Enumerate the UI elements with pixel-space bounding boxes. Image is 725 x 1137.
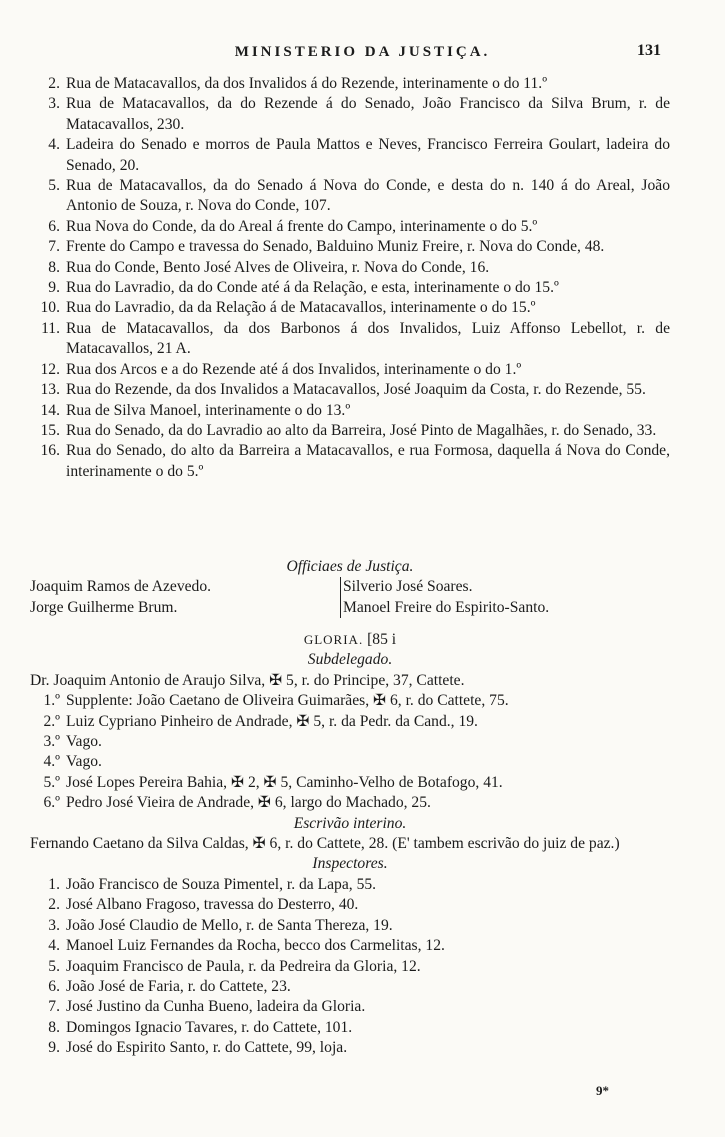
item-number: 6. bbox=[48, 217, 60, 235]
item-text: Rua dos Arcos e a do Rezende até á dos Invalidos, interinamente o do 1.º bbox=[66, 360, 522, 378]
item-number: 7. bbox=[48, 998, 60, 1016]
list-item bbox=[30, 237, 670, 257]
official-name: Silverio José Soares. bbox=[343, 578, 473, 596]
item-text: Rua do Rezende, da dos Invalidos a Matacavallos, José Joaquim da Costa, r. do Rezende, 55. bbox=[66, 381, 646, 399]
item-number: 10. bbox=[40, 299, 60, 317]
item-number: 3. bbox=[48, 95, 60, 113]
officiaes-columns bbox=[30, 577, 670, 618]
item-text: Rua do Senado, do alto da Barreira a Matacavallos, e rua Formosa, daquella á Nova do Conde, interinamente o do 5.º bbox=[66, 442, 670, 480]
item-text: Rua de Matacavallos, da do Rezende á do Senado, João Francisco da Silva Brum, r. de Matacavallos, 230. bbox=[66, 95, 670, 133]
officiaes-right bbox=[340, 577, 670, 618]
item-number: 9. bbox=[48, 1039, 60, 1057]
inspector-item bbox=[30, 875, 670, 895]
street-list bbox=[30, 74, 670, 482]
item-number: 13. bbox=[40, 381, 60, 399]
list-item bbox=[30, 421, 670, 441]
list-item bbox=[30, 360, 670, 380]
subdelegado-heading: Subdelegado. bbox=[307, 651, 393, 669]
item-text: Vago. bbox=[66, 753, 102, 771]
item-number: 8. bbox=[48, 1018, 60, 1036]
item-text: José Lopes Pereira Bahia, ✠ 2, ✠ 5, Caminho-Velho de Botafogo, 41. bbox=[66, 773, 503, 791]
page-number: 131 bbox=[637, 42, 661, 59]
inspector-item bbox=[30, 895, 670, 915]
list-item bbox=[30, 298, 670, 318]
item-text: Vago. bbox=[66, 733, 102, 751]
inspectores-heading: Inspectores. bbox=[312, 855, 388, 873]
item-text: José Justino da Cunha Bueno, ladeira da Gloria. bbox=[66, 998, 366, 1016]
supplente-item bbox=[30, 773, 670, 793]
item-number: 4. bbox=[48, 937, 60, 955]
item-number: 4. bbox=[48, 136, 60, 154]
list-item bbox=[30, 135, 670, 176]
list-item bbox=[30, 441, 670, 482]
item-text: João Francisco de Souza Pimentel, r. da Lapa, 55. bbox=[66, 875, 377, 893]
item-text: Ladeira do Senado e morros de Paula Mattos e Neves, Francisco Ferreira Goulart, ladeira do Senado, 20. bbox=[66, 136, 670, 174]
item-number: 14. bbox=[40, 401, 60, 419]
item-number: 5. bbox=[48, 177, 60, 195]
item-text: Domingos Ignacio Tavares, r. do Cattete, 101. bbox=[66, 1018, 353, 1036]
list-item bbox=[30, 380, 670, 400]
item-text: Frente do Campo e travessa do Senado, Balduino Muniz Freire, r. Nova do Conde, 48. bbox=[66, 238, 605, 256]
item-text: Luiz Cypriano Pinheiro de Andrade, ✠ 5, r. da Pedr. da Cand., 19. bbox=[66, 712, 478, 730]
inspector-item bbox=[30, 1018, 670, 1038]
item-text: Joaquim Francisco de Paula, r. da Pedreira da Gloria, 12. bbox=[66, 957, 421, 975]
signature-mark: 9* bbox=[596, 1083, 609, 1098]
item-number: 12. bbox=[40, 360, 60, 378]
supplente-item bbox=[30, 732, 670, 752]
officiaes-section bbox=[30, 557, 670, 618]
item-number: 2. bbox=[48, 896, 60, 914]
item-number: 11. bbox=[41, 319, 60, 337]
item-text: Rua de Matacavallos, da dos Invalidos á do Rezende, interinamente o do 11.º bbox=[66, 75, 548, 92]
inspector-item bbox=[30, 977, 670, 997]
item-number: 15. bbox=[40, 421, 60, 439]
official-name: Jorge Guilherme Brum. bbox=[30, 598, 178, 616]
item-number: 4.º bbox=[43, 753, 60, 771]
official-name: Joaquim Ramos de Azevedo. bbox=[30, 578, 212, 596]
list-item bbox=[30, 401, 670, 421]
item-number: 7. bbox=[48, 238, 60, 256]
item-text: Rua Nova do Conde, da do Areal á frente do Campo, interinamente o do 5.º bbox=[66, 217, 538, 235]
list-item bbox=[30, 278, 670, 298]
escrivao-heading: Escrivão interino. bbox=[293, 814, 407, 832]
officiaes-left bbox=[30, 577, 340, 618]
item-number: 1.º bbox=[43, 692, 60, 710]
item-number: 6.º bbox=[43, 794, 60, 812]
inspector-item bbox=[30, 1038, 670, 1058]
item-text: Rua do Conde, Bento José Alves de Oliveira, r. Nova do Conde, 16. bbox=[66, 258, 490, 276]
item-text: Rua de Silva Manoel, interinamente o do 13.º bbox=[66, 401, 351, 419]
inspector-item bbox=[30, 916, 670, 936]
supplente-item bbox=[30, 691, 670, 711]
page-title: MINISTERIO DA JUSTIÇA. bbox=[234, 44, 491, 60]
supplente-item bbox=[30, 712, 670, 732]
subdelegado-entry: Dr. Joaquim Antonio de Araujo Silva, ✠ 5, r. do Principe, 37, Cattete. bbox=[30, 671, 465, 689]
item-number: 3.º bbox=[43, 733, 60, 751]
item-text: Rua de Matacavallos, da dos Barbonos á dos Invalidos, Luiz Affonso Lebellot, r. de Matacavallos, 21 A. bbox=[66, 319, 670, 358]
supplente-item bbox=[30, 793, 670, 813]
item-text: Rua do Lavradio, da do Conde até á da Relação, e esta, interinamente o do 15.º bbox=[66, 279, 559, 297]
item-number: 5.º bbox=[43, 773, 60, 791]
inspector-item bbox=[30, 936, 670, 956]
gloria-code: [85 i bbox=[367, 631, 397, 648]
item-number: 16. bbox=[40, 442, 60, 460]
gloria-section bbox=[30, 630, 670, 1059]
item-number: 3. bbox=[48, 916, 60, 934]
item-text: João José de Faria, r. do Cattete, 23. bbox=[66, 977, 291, 995]
supplente-item bbox=[30, 752, 670, 772]
item-number: 8. bbox=[48, 258, 60, 276]
item-text: Pedro José Vieira de Andrade, ✠ 6, largo do Machado, 25. bbox=[66, 794, 431, 812]
list-item bbox=[30, 217, 670, 237]
page-header bbox=[0, 44, 725, 68]
inspector-item bbox=[30, 957, 670, 977]
item-number: 2.º bbox=[43, 712, 60, 730]
item-number: 1. bbox=[48, 875, 60, 893]
list-item bbox=[30, 94, 670, 135]
list-item bbox=[30, 319, 670, 360]
item-number: 9. bbox=[48, 279, 60, 297]
item-text: José Albano Fragoso, travessa do Desterro, 40. bbox=[66, 896, 359, 914]
item-number: 5. bbox=[48, 957, 60, 975]
list-item bbox=[30, 176, 670, 217]
item-number: 2. bbox=[48, 75, 60, 92]
gloria-label: GLORIA. bbox=[303, 632, 364, 647]
item-text: Rua do Lavradio, da da Relação á de Matacavallos, interinamente o do 15.º bbox=[66, 299, 536, 317]
gloria-title-line bbox=[30, 630, 670, 650]
item-text: Manoel Luiz Fernandes da Rocha, becco dos Carmelitas, 12. bbox=[66, 937, 445, 955]
item-text: José do Espirito Santo, r. do Cattete, 99, loja. bbox=[66, 1039, 348, 1057]
list-item bbox=[30, 258, 670, 278]
item-text: Rua de Matacavallos, da do Senado á Nova do Conde, e desta do n. 140 á do Areal, João Antonio de Souza, r. Nova do Conde, 107. bbox=[66, 177, 670, 215]
inspector-item bbox=[30, 997, 670, 1017]
escrivao-entry: Fernando Caetano da Silva Caldas, ✠ 6, r. do Cattete, 28. (E' tambem escrivão do juiz de paz.) bbox=[30, 835, 620, 853]
officiaes-heading: Officiaes de Justiça. bbox=[286, 558, 414, 575]
item-text: Supplente: João Caetano de Oliveira Guimarães, ✠ 6, r. do Cattete, 75. bbox=[66, 692, 509, 710]
official-name: Manoel Freire do Espirito-Santo. bbox=[343, 598, 550, 616]
list-item bbox=[30, 74, 670, 94]
item-text: Rua do Senado, da do Lavradio ao alto da Barreira, José Pinto de Magalhães, r. do Senado, 33. bbox=[66, 421, 657, 439]
item-number: 6. bbox=[48, 977, 60, 995]
item-text: João José Claudio de Mello, r. de Santa Thereza, 19. bbox=[66, 916, 393, 934]
